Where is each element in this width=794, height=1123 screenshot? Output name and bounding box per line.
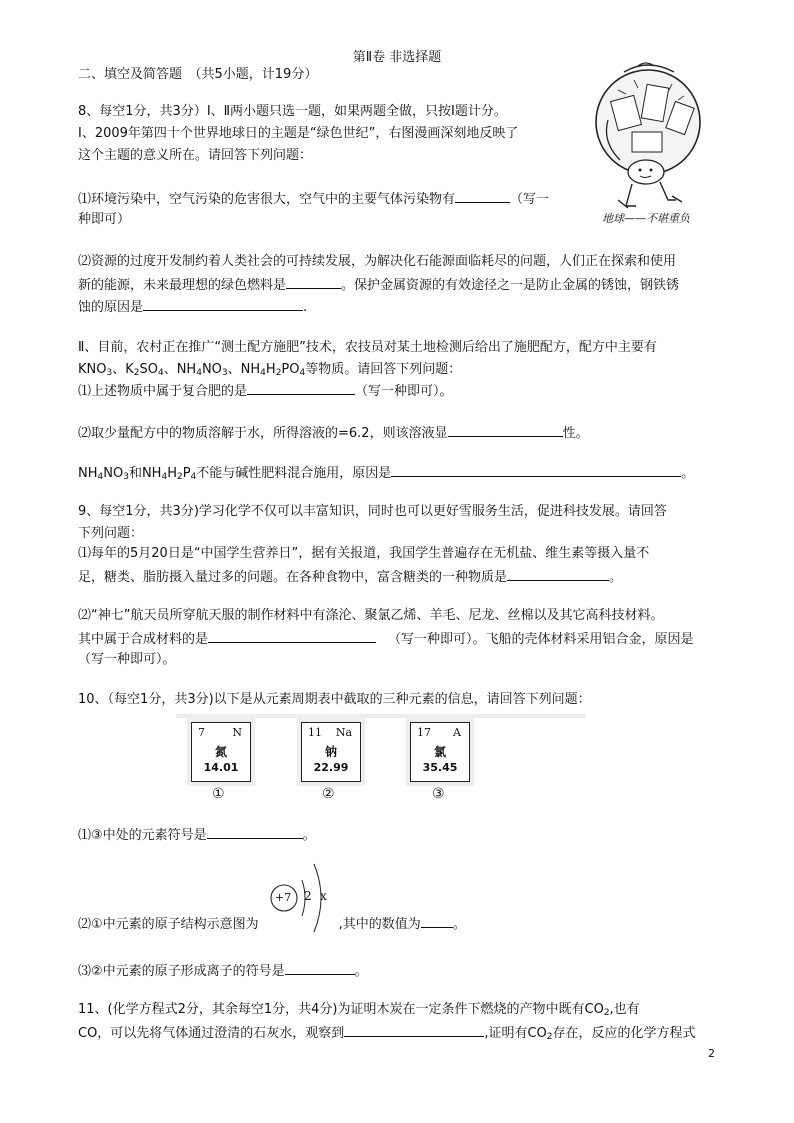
element-label-1: ① xyxy=(212,786,225,802)
fertilizer-list: $KNO_3$、$K_2SO_4$、$NH_4NO_3$、$NH_4H_2PO_4$ xyxy=(78,362,306,378)
q9-p2-line1: ⑵“神七”航天员所穿航天服的制作材料中有涤沦、聚氯乙烯、羊毛、尼龙、丝棉以及其它高科技材料。 xyxy=(78,608,664,623)
element-name: 氯 xyxy=(433,745,446,759)
element-name: 钠 xyxy=(324,745,337,759)
element-card-3 xyxy=(410,722,470,782)
q9-p1-line2 xyxy=(78,568,622,586)
q11-observation-blank[interactable] xyxy=(344,1024,484,1037)
q10-p1-text-a: ⑴③中处的元素符号是 xyxy=(78,828,207,843)
cartoon-caption: 地球——不堪重负 xyxy=(602,212,690,225)
q9-p2-blank[interactable] xyxy=(208,630,376,643)
element-mass: 14.01 xyxy=(203,761,239,774)
element-mass: 22.99 xyxy=(313,761,349,774)
q11-text-c: CO，可以先将气体通过澄清的石灰水，观察到 xyxy=(78,1026,345,1041)
q8-s1-text-b: （写一种即可）。 xyxy=(355,384,453,399)
q8-p1-answer-blank[interactable] xyxy=(455,190,510,203)
q9-p1-text-b: 。 xyxy=(609,570,623,585)
q8-II-line2-tail: 等物质。请回答下列问题： xyxy=(305,362,462,377)
q8-p2-text-d: . xyxy=(303,300,308,315)
q8-s3-line xyxy=(78,464,694,482)
q9-line2: 下列问题： xyxy=(78,526,144,541)
overloaded-earth-cartoon-icon xyxy=(588,60,710,232)
section-title: 第Ⅱ卷 非选择题 xyxy=(352,50,442,65)
q9-p2-line2 xyxy=(78,630,694,648)
element-symbol: N xyxy=(232,726,242,739)
q9-line1: 9、每空1分，共3分)学习化学不仅可以丰富知识，同时也可以更好雪服务生活，促进科技发展。请回答 xyxy=(78,504,667,519)
q8-p1-text: ⑴环境污染中，空气污染的危害很大，空气中的主要气体污染物有 xyxy=(78,192,456,207)
element-card-1 xyxy=(191,722,251,782)
q8-II-line1: Ⅱ、目前，农村正在推广“测土配方施肥”技术，农技员对某土地检测后给出了施肥配方，配方中主要有 xyxy=(78,340,657,355)
q10-p2-text-b: ,其中的数值为 xyxy=(338,917,421,932)
q11-text-b: ,也有 xyxy=(609,1002,640,1017)
part-heading: 二、填空及简答题 （共5小题，计19分） xyxy=(78,67,318,82)
q9-p1-line1: ⑴每年的5月20日是“中国学生营养日”，据有关报道，我国学生普遍存在无机盐、维生素等摄入量不 xyxy=(78,546,650,561)
element-symbol: A xyxy=(453,726,461,739)
q8-p2-line3 xyxy=(78,298,307,316)
q10-p3-text-b: 。 xyxy=(354,964,368,979)
q8-p2-fuel-blank[interactable] xyxy=(286,276,341,289)
q8-s1-blank[interactable] xyxy=(247,382,355,395)
atom-shell-2: x xyxy=(320,889,327,903)
q8-p1-line2: 种即可） xyxy=(78,212,131,227)
element-label-2: ② xyxy=(322,786,335,802)
q8-p2-text-c: 蚀的原因是 xyxy=(78,300,144,315)
q11-line1 xyxy=(78,1002,640,1018)
element-card-2 xyxy=(301,722,361,782)
element-number: 11 xyxy=(308,726,322,739)
q10-p2-blank[interactable] xyxy=(421,915,453,928)
q8-p2-text-b: 。保护金属资源的有效途径之一是防止金属的锈蚀，钢铁锈 xyxy=(341,278,680,293)
q10-p3-text-a: ⑶②中元素的原子形成离子的符号是 xyxy=(78,964,285,979)
q9-p2-text-a: 其中属于合成材料的是 xyxy=(78,632,209,647)
q9-p2-line3: （写一种即可）。 xyxy=(78,652,176,667)
element-number: 17 xyxy=(417,726,431,739)
element-label-3: ③ xyxy=(432,786,445,802)
q8-s2-text-a: ⑵取少量配方中的物质溶解于水，所得溶液的=6.2，则该溶液显 xyxy=(78,426,448,441)
q8-p1-text-b: （写一 xyxy=(510,192,550,207)
q9-p1-text-a: 足，糖类、脂肪摄入量过多的问题。在各种食物中，富含糖类的一种物质是 xyxy=(78,570,508,585)
q8-p2-rust-blank[interactable] xyxy=(143,298,303,311)
q8-s3-text: 不能与碱性肥料混合施用，原因是 xyxy=(196,466,392,481)
q8-s2-line xyxy=(78,424,589,442)
q8-s1-text-a: ⑴上述物质中属于复合肥的是 xyxy=(78,384,248,399)
q10-p1-text-b: 。 xyxy=(302,828,316,843)
q8-s2-blank[interactable] xyxy=(448,424,563,437)
element-number: 7 xyxy=(198,726,205,739)
q10-intro: 10、（每空1分，共3分)以下是从元素周期表中截取的三种元素的信息，请回答下列问题： xyxy=(78,692,591,707)
element-symbol: Na xyxy=(335,726,352,739)
q8-I-line2: 这个主题的意义所在。请回答下列问题： xyxy=(78,148,313,163)
q10-p3-line xyxy=(78,962,368,980)
subscript-2: 2 xyxy=(603,1008,610,1018)
q10-p1-blank[interactable] xyxy=(207,826,303,839)
q9-p1-blank[interactable] xyxy=(507,568,609,581)
q10-p2-text-c: 。 xyxy=(452,917,466,932)
q11-text-d: ,证明有CO xyxy=(484,1026,547,1041)
table-shadow xyxy=(176,714,586,718)
q8-s3-end: 。 xyxy=(681,466,695,481)
q8-intro: 8、每空1分，共3分）Ⅰ、Ⅱ两小题只选一题，如果两题全做，只按Ⅰ题计分。 xyxy=(78,104,507,119)
atom-nucleus-charge: +7 xyxy=(275,891,292,904)
q8-p2-text-a: 新的能源，未来最理想的绿色燃料是 xyxy=(78,278,287,293)
q8-p1-line xyxy=(78,190,549,208)
page-number: 2 xyxy=(708,1047,715,1060)
q9-p2-text-b: （写一种即可）。飞船的壳体材料采用铝合金，原因是 xyxy=(388,632,694,647)
q10-p3-blank[interactable] xyxy=(285,962,355,975)
element-mass: 35.45 xyxy=(422,761,458,774)
q8-s3-blank[interactable] xyxy=(391,464,681,477)
atom-shell-1: 2 xyxy=(304,889,312,903)
q10-p2-text-a: ⑵①中元素的原子结构示意图为 xyxy=(78,917,259,932)
q10-p2-line xyxy=(78,915,466,933)
element-name: 氮 xyxy=(214,745,227,759)
q8-s1-line xyxy=(78,382,453,400)
q8-p2-line2 xyxy=(78,276,679,294)
q11-line2 xyxy=(78,1024,696,1042)
q10-p1-line xyxy=(78,826,316,844)
subscript-2b: 2 xyxy=(546,1032,553,1042)
cartoon-figure xyxy=(588,60,710,232)
q8-p2-line1: ⑵资源的过度开发制约着人类社会的可持续发展，为解决化石能源面临耗尽的问题，人们正在探索和使用 xyxy=(78,254,677,269)
q8-I-line1: Ⅰ、2009年第四十个世界地球日的主题是“绿色世纪”，右图漫画深刻地反映了 xyxy=(78,126,519,141)
q8-s2-text-b: 性。 xyxy=(562,426,589,441)
q11-text-e: 存在，反应的化学方程式 xyxy=(552,1026,696,1041)
q8-s3-formulas: $NH_4NO_3$和$NH_4H_2P_4$ xyxy=(78,466,197,482)
q8-II-line2 xyxy=(78,362,461,378)
q11-text-a: 11、(化学方程式2分，其余每空1分，共4分)为证明木炭在一定条件下燃烧的产物中既有CO xyxy=(78,1002,604,1017)
